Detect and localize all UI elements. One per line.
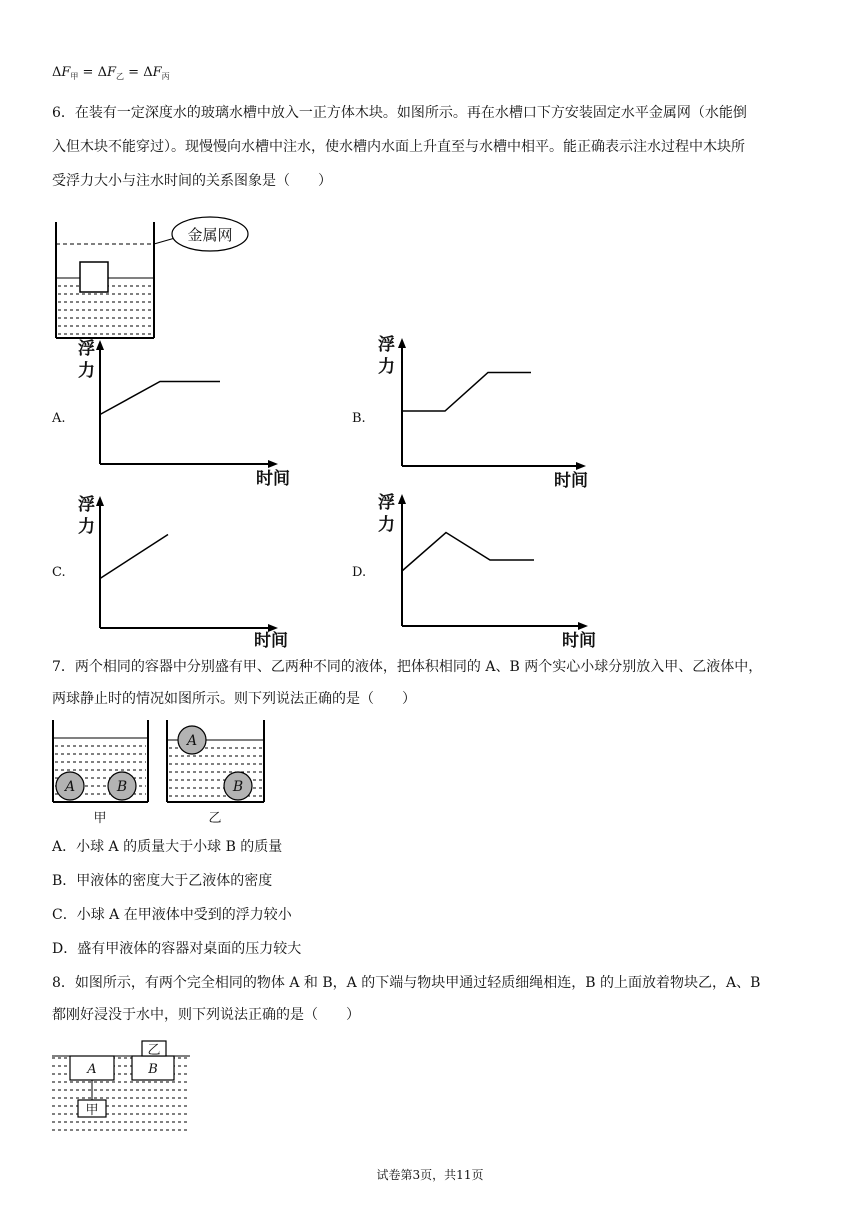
x-axis-arrow (578, 622, 588, 630)
graph-a-line (100, 382, 220, 415)
y-axis-arrow (398, 494, 406, 504)
container-yi (167, 720, 264, 802)
svg-text:A: A (186, 733, 198, 749)
y-label-bottom: 力 (378, 515, 395, 535)
q8-line-1: 8．如图所示，有两个完全相同的物体 A 和 B，A 的下端与物块甲通过轻质细绳相连，B 的上面放着物块乙，A、B (52, 975, 761, 991)
q7-choice-a: A．小球 A 的质量大于小球 B 的质量 (52, 839, 283, 855)
q7-containers-figure (50, 716, 280, 828)
q8-figure (50, 1040, 195, 1136)
graph-d-line (402, 533, 534, 572)
q6-line-1: 6．在装有一定深度水的玻璃水槽中放入一正方体木块。如图所示。再在水槽口下方安装固定水平金属网（水能倒 (52, 105, 747, 121)
svg-text:乙: 乙 (147, 1043, 161, 1058)
container-jia (53, 720, 148, 802)
q8-line-2: 都刚好浸没于水中，则下列说法正确的是（ ） (52, 1007, 360, 1023)
q7-choice-c: C．小球 A 在甲液体中受到的浮力较小 (52, 907, 292, 923)
q7-choice-b: B．甲液体的密度大于乙液体的密度 (52, 873, 273, 889)
graph-c-line (100, 535, 168, 579)
option-label-d: D. (352, 565, 367, 580)
x-label: 时间 (554, 471, 588, 491)
y-label-bottom: 力 (378, 357, 395, 377)
y-axis-arrow (398, 338, 406, 348)
x-label: 时间 (254, 631, 288, 651)
q7-line-1: 7．两个相同的容器中分别盛有甲、乙两种不同的液体，把体积相同的 A、B 两个实心小球分别放入甲、乙液体中， (52, 659, 763, 675)
svg-text:B: B (116, 779, 128, 795)
y-label-bottom: 力 (78, 517, 95, 537)
y-axis-arrow (96, 340, 104, 350)
y-label-top: 浮 (78, 495, 95, 515)
svg-text:A: A (64, 779, 76, 795)
y-axis-arrow (96, 496, 104, 506)
graph-b-line (402, 373, 531, 412)
graph-d (352, 488, 612, 654)
label-jia: 甲 (93, 811, 107, 826)
x-label: 时间 (256, 469, 290, 489)
x-axis-arrow (576, 462, 586, 470)
graph-a (50, 332, 310, 492)
formula-delta-f: $\Delta F_甲 = \Delta F_乙 = \Delta F_丙$ (52, 65, 170, 81)
y-label-top: 浮 (78, 339, 95, 359)
q6-line-3: 受浮力大小与注水时间的关系图象是（ ） (52, 173, 332, 189)
q7-line-2: 两球静止时的情况如图所示。则下列说法正确的是（ ） (52, 691, 416, 707)
svg-text:B: B (232, 779, 244, 795)
svg-text:甲: 甲 (85, 1103, 99, 1118)
option-label-b: B. (352, 411, 366, 426)
q7-choice-d: D．盛有甲液体的容器对桌面的压力较大 (52, 941, 302, 957)
option-label-c: C. (52, 565, 66, 580)
wood-block (80, 262, 108, 292)
x-label: 时间 (562, 631, 596, 651)
label-yi: 乙 (208, 811, 222, 826)
option-label-a: A. (52, 411, 66, 426)
svg-text:A: A (87, 1062, 97, 1077)
x-axis-arrow (268, 460, 278, 468)
q6-tank-figure (50, 214, 260, 344)
graph-b (352, 332, 612, 492)
callout-label: 金属网 (187, 226, 233, 244)
page-footer: 试卷第3页，共11页 (376, 1168, 484, 1182)
y-label-bottom: 力 (78, 361, 95, 381)
y-label-top: 浮 (378, 493, 395, 513)
q6-line-2: 入但木块不能穿过）。现慢慢向水槽中注水，使水槽内水面上升直至与水槽中相平。能正确表示注水过程中木块所 (52, 139, 745, 155)
y-label-top: 浮 (378, 335, 395, 355)
svg-text:B: B (148, 1062, 158, 1077)
graph-c (50, 488, 310, 650)
